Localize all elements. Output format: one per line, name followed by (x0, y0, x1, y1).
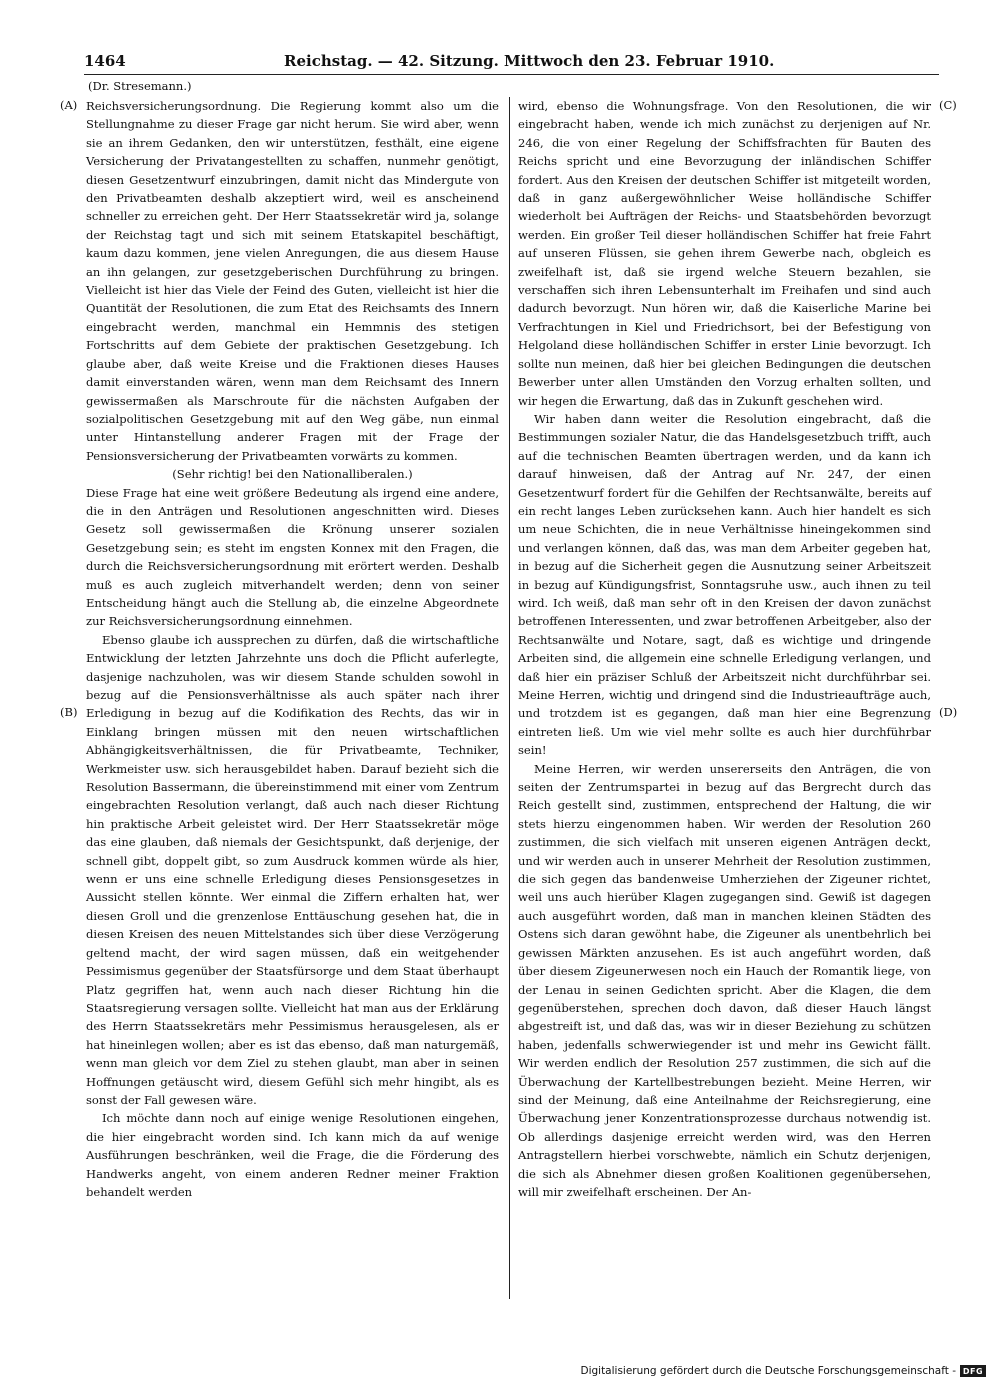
paragraph: Diese Frage hat eine weit größere Bedeutung als irgend eine andere, die in den Anträgen und Resolutionen angeschnitten wird. Dieses Gesetz soll gewissermaßen die Krönung unserer sozialen Gesetzgebung sein; es steht im engsten Konnex mit den Fragen, die durch die Reichsversicherungsordnung mit erörtert werden. Deshalb muß es auch zugleich mitverhandelt werden; denn von seiner Entscheidung hängt auch die Stellung ab, die einzelne Abgeordnete zur Reichsversicherungsordnung einnehmen. (86, 485, 499, 629)
paragraph: Wir haben dann weiter die Resolution eingebracht, daß die Bestimmungen sozialer Natur, die das Handelsgesetzbuch trifft, auch auf die technischen Beamten übertragen werden, und da kann ich darauf hinweisen, daß der Antrag auf Nr. 247, der einen Gesetzentwurf fordert für die Gehilfen der Rechtsanwälte, bereits auf ein recht langes Leben zurücksehen kann. Auch hier handelt es sich um neue Schichten, die in neue Verhältnisse hineingekommen sind und verlangen können, daß das, was man dem Arbeiter gegeben hat, in bezug auf die Sicherheit gegen die Ausnutzung seiner Arbeitszeit in bezug auf Kündigungsfrist, Sonntagsruhe usw., auch ihnen zu teil wird. Ich weiß, daß man sehr oft in den Kreisen der davon zunächst betroffenen Interessenten, und zwar betroffenen Arbeitgeber, also der Rechtsanwälte und Notare, sagt, daß es wichtige und dringende Arbeiten sind, die allgemein eine schnelle Erledigung verlangen, und daß hier ein präziser Schluß der Arbeitszeit nicht durchführbar sei. Meine Herren, wichtig und dringend sind die Industrieaufträge auch, und trotzdem ist es gegangen, daß man hier eine Begrenzung eintreten ließ. Um wie viel mehr sollte es auch hier durchführbar sein! (518, 411, 932, 758)
margin-marker-c: (C) (939, 98, 957, 112)
dfg-logo-icon: DFG (960, 1365, 986, 1377)
digitization-footer (580, 1365, 986, 1377)
running-title: Reichstag. — 42. Sitzung. Mittwoch den 23. Februar 1910. (284, 52, 775, 70)
paragraph: wird, ebenso die Wohnungsfrage. Von den Resolutionen, die wir eingebracht haben, wende ich mich zunächst zu derjenigen auf Nr. 246, die von einer Regelung der Schiffsfrachten für Bauten des Reichs spricht und eine Bevorzugung der inländischen Schiffer fordert. Aus den Kreisen der deutschen Schiffer ist mitgeteilt worden, daß in ganz außergewöhnlicher Weise holländische Schiffer wiederholt bei Aufträgen der Reichs- und Staatsbehörden bevorzugt werden. Ein großer Teil dieser holländischen Schiffer hat freie Fahrt auf unseren Flüssen, sie gehen ihrem Gewerbe nach, obgleich es zweifelhaft ist, daß sie irgend welche Steuern bezahlen, sie verschaffen sich ihren Lebensunterhalt im Freihafen und sind auch dadurch bevorzugt. Nun hören wir, daß die Kaiserliche Marine bei Verfrachtungen in Kiel und Friedrichsort, bei der Befestigung von Helgoland diese holländischen Schiffer in erster Linie bevorzugt. Ich sollte nun meinen, daß hier bei gleichen Bedingungen die deutschen Bewerber unter allen Umständen den Vorzug erhalten sollten, und wir hegen die Erwartung, daß das in Zukunft geschehen wird. (518, 99, 931, 408)
margin-marker-b: (B) (60, 705, 78, 719)
speaker-label: (Dr. Stresemann.) (88, 79, 192, 93)
left-column (86, 97, 499, 1201)
interjection: (Sehr richtig! bei den Nationalliberalen.) (172, 467, 413, 482)
paragraph: Reichsversicherungsordnung. Die Regierung kommt also um die Stellungnahme zu dieser Frage gar nicht herum. Sie wird aber, wenn sie an ihrem Gedanken, den wir unterstützen, festhält, eine eigene Versicherung der Privatangestellten zu schaffen, nunmehr genötigt, diesen Gesetzentwurf einzubringen, damit nicht das Mindergute von den Privatbeamten deshalb akzeptiert wird, weil es anscheinend schneller zu erreichen geht. Der Herr Staatssekretär wird ja, solange der Reichstag tagt und sich mit seinem Etatskapitel beschäftigt, kaum dazu kommen, jene vielen Anregungen, die aus diesem Hause an ihn gelangen, zur gesetzgeberischen Durchführung zu bringen. Vielleicht ist hier das Viele der Feind des Guten, vielleicht ist hier die Quantität der Resolutionen, die zum Etat des Reichsamts des Innern eingebracht werden, manchmal ein Hemmnis des stetigen Fortschritts auf dem Gebiete der praktischen Gesetzgebung. Ich glaube aber, daß weite Kreise und die Fraktionen dieses Hauses damit einverstanden wären, wenn man dem Reichsamt des Innern gewissermaßen als Marschroute für die nächsten Aufgaben der sozialpolitischen Gesetzgebung mit auf den Weg gäbe, nun einmal unter Hintanstellung anderer Fragen mit der Frage der Pensionsversicherung der Privatbeamten vorwärts zu kommen. (86, 99, 499, 463)
page-number: 1464 (84, 52, 126, 70)
paragraph: Meine Herren, wir werden unsererseits den Anträgen, die von seiten der Zentrumspartei in bezug auf das Bergrecht durch das Reich gestellt sind, zustimmen, entsprechend der Haltung, die wir stets hierzu eingenommen haben. Wir werden der Resolution 260 zustimmen, die sich vielfach mit unseren eigenen Anträgen deckt, und wir werden auch in unserer Mehrheit der Resolution zustimmen, die sich gegen das bandenweise Umherziehen der Zigeuner richtet, weil uns auch hierüber Klagen zugegangen sind. Gewiß ist dagegen auch ausgeführt worden, daß man in manchen kleinen Städten des Ostens sich daran gewöhnt habe, die Zigeuner als unentbehrlich bei gewissen Märkten anzusehen. Es ist auch angeführt worden, daß über diesem Zigeunerwesen noch ein Hauch der Romantik liege, von der Lenau in seinen Gedichten spricht. Aber die Klagen, die dem gegenüberstehen, sprechen doch davon, daß dieser Hauch längst abgestreift ist, und daß das, was wir in dieser Beziehung zu schützen haben, jedenfalls schwerwiegender ist und mehr ins Gewicht fällt. Wir werden endlich der Resolution 257 zustimmen, die sich auf die Überwachung der Kartellbestrebungen bezieht. Meine Herren, wir sind der Meinung, daß eine Anteilnahme der Reichsregierung, eine Überwachung jener Konzentrationsprozesse durchaus notwendig ist. Ob allerdings dasjenige erreicht werden wird, was den Herren Antragstellern hierbei vorschwebte, nämlich ein Schutz derjenigen, die sich als Abnehmer diesen großen Koalitionen gegenübersehen, will mir zweifelhaft erscheinen. Der An- (518, 761, 931, 1199)
margin-marker-d: (D) (939, 705, 958, 719)
header-rule (84, 74, 939, 75)
margin-marker-a: (A) (60, 98, 78, 112)
footer-text: Digitalisierung gefördert durch die Deutsche Forschungsgemeinschaft - (580, 1365, 956, 1377)
paragraph: Ebenso glaube ich aussprechen zu dürfen, daß die wirtschaftliche Entwicklung der letzten Jahrzehnte uns doch die Pflicht auferlegte, dasjenige nachzuholen, was wir diesem Stande schulden sowohl in bezug auf die Pensionsverhältnisse als auch später nach ihrer Erledigung in bezug auf die Kodifikation des Rechts, das wir in Einklang bringen müssen mit den neuen wirtschaftlichen Abhängigkeitsverhältnissen, die für Privatbeamte, Techniker, Werkmeister usw. sich herausgebildet haben. Darauf bezieht sich die Resolution Bassermann, die übereinstimmend mit einer vom Zentrum eingebrachten Resolution verlangt, daß auch nach dieser Richtung hin praktische Arbeit geleistet wird. Der Herr Staatssekretär möge das eine glauben, daß niemals der Gesichtspunkt, daß derjenige, der schnell gibt, doppelt gibt, so zum Ausdruck kommen würde als hier, wenn er uns eine schnelle Erledigung dieses Pensionsgesetzes in Aussicht stellen könnte. Wer einmal die Ziffern erhalten hat, wer diesen Groll und die grenzenlose Enttäuschung gesehen hat, die in diesen Kreisen des neuen Mittelstandes sich über diese Verzögerung geltend macht, der wird sagen müssen, daß ein weitgehender Pessimismus gegenüber der Staatsfürsorge und dem Staat überhaupt Platz gegriffen hat, wenn auch nach dieser Richtung hin die Staatsregierung versagen sollte. Vielleicht hat man aus der Erklärung des Herrn Staatssekretärs mehr Pessimismus herausgelesen, als er hat hineinlegen wollen; aber es ist das ebenso, daß man naturgemäß, wenn man gleich vor dem Ziel zu stehen glaubt, man aber in seinen Hoffnungen getäuscht wird, diesem Gefühl sich mehr hingibt, als es sonst der Fall gewesen wäre. (86, 632, 499, 1107)
column-divider (509, 97, 510, 1299)
right-column (518, 97, 931, 1201)
paragraph: Ich möchte dann noch auf einige wenige Resolutionen eingehen, die hier eingebracht worden sind. Ich kann mich da auf wenige Ausführungen beschränken, weil die Frage, die die Förderung des Handwerks angeht, von einem anderen Redner meiner Fraktion behandelt werden (86, 1111, 499, 1199)
